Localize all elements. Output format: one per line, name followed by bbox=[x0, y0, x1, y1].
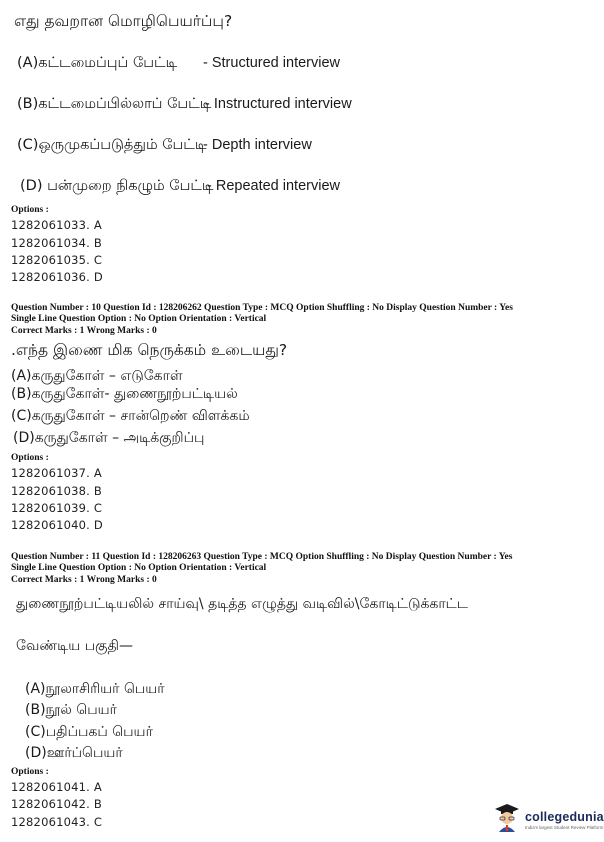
q11-option-b: (B)நூல் பெயர் bbox=[25, 702, 117, 718]
q11-option-id-c: 1282061043. C bbox=[11, 815, 103, 829]
q11-option-d: (D)ஊர்ப்பெயர் bbox=[25, 745, 123, 761]
q9-option-id-c: 1282061035. C bbox=[11, 253, 103, 267]
q10-meta-line-1: Question Number : 10 Question Id : 128206262 Question Type : MCQ Option Shuffling : No Display Question Number : Yes bbox=[11, 303, 513, 313]
q9-option-c-english: - Depth interview bbox=[203, 137, 312, 153]
q10-option-id-d: 1282061040. D bbox=[11, 518, 103, 532]
q10-option-d: (D)கருதுகோள் – அடிக்குறிப்பு bbox=[13, 430, 205, 446]
q9-option-id-a: 1282061033. A bbox=[11, 218, 102, 232]
collegedunia-logo bbox=[494, 803, 604, 837]
q9-option-b-tamil: (B)கட்டமைப்பில்லாப் பேட்டி bbox=[17, 96, 212, 112]
q9-option-d bbox=[20, 178, 213, 196]
q11-option-id-b: 1282061042. B bbox=[11, 797, 102, 811]
q9-option-b-english: - Instructured interview bbox=[205, 96, 352, 112]
logo-name: collegedunia bbox=[525, 810, 604, 824]
q9-option-id-d: 1282061036. D bbox=[11, 270, 103, 284]
q9-option-a-tamil: (A)கட்டமைப்புப் பேட்டி bbox=[17, 55, 178, 71]
q9-option-b bbox=[17, 96, 211, 114]
q9-options-heading: Options : bbox=[11, 205, 49, 215]
q11-question-line-1: துணைநூற்பட்டியலில் சாய்வு\ தடித்த எழுத்து வடிவில்\கோடிட்டுக்காட்ட bbox=[16, 596, 468, 612]
q10-option-id-c: 1282061039. C bbox=[11, 501, 103, 515]
q10-option-id-a: 1282061037. A bbox=[11, 466, 102, 480]
q9-question: எது தவறான மொழிபெயர்ப்பு? bbox=[14, 12, 233, 30]
q11-options-heading: Options : bbox=[11, 767, 49, 777]
q10-meta-line-3: Correct Marks : 1 Wrong Marks : 0 bbox=[11, 326, 157, 336]
q10-option-id-b: 1282061038. B bbox=[11, 484, 102, 498]
q9-option-d-tamil: (D) பன்முறை நிகழும் பேட்டி bbox=[20, 178, 214, 194]
q9-option-c bbox=[17, 137, 206, 155]
q11-question-line-2: வேண்டிய பகுதி— bbox=[16, 638, 133, 654]
q10-option-c: (C)கருதுகோள் – சான்றெண் விளக்கம் bbox=[11, 408, 250, 424]
q9-option-a bbox=[17, 55, 177, 73]
q9-option-c-tamil: (C)ஒருமுகப்படுத்தும் பேட்டி bbox=[17, 137, 207, 153]
q10-option-b: (B)கருதுகோள்- துணைநூற்பட்டியல் bbox=[11, 386, 238, 402]
q9-option-a-english: - Structured interview bbox=[203, 55, 340, 71]
q10-meta-line-2: Single Line Question Option : No Option Orientation : Vertical bbox=[11, 314, 267, 324]
q9-option-d-english: - Repeated interview bbox=[207, 178, 340, 194]
q11-option-a: (A)நூலாசிரியர் பெயர் bbox=[25, 681, 165, 697]
q9-option-id-b: 1282061034. B bbox=[11, 236, 102, 250]
q11-meta-line-2: Single Line Question Option : No Option Orientation : Vertical bbox=[11, 563, 267, 573]
q11-option-id-a: 1282061041. A bbox=[11, 780, 102, 794]
q10-question: .எந்த இணை மிக நெருக்கம் உடையது? bbox=[11, 341, 288, 359]
logo-tagline: India's largest Student Review Platform bbox=[525, 825, 604, 830]
q10-option-a: (A)கருதுகோள் – எடுகோள் bbox=[11, 368, 183, 384]
q11-meta-line-1: Question Number : 11 Question Id : 128206263 Question Type : MCQ Option Shuffling : No Display Question Number : Yes bbox=[11, 552, 513, 562]
q11-meta-line-3: Correct Marks : 1 Wrong Marks : 0 bbox=[11, 575, 157, 585]
graduate-avatar-icon bbox=[494, 803, 520, 837]
q11-option-c: (C)பதிப்பகப் பெயர் bbox=[25, 724, 153, 740]
q10-options-heading: Options : bbox=[11, 453, 49, 463]
